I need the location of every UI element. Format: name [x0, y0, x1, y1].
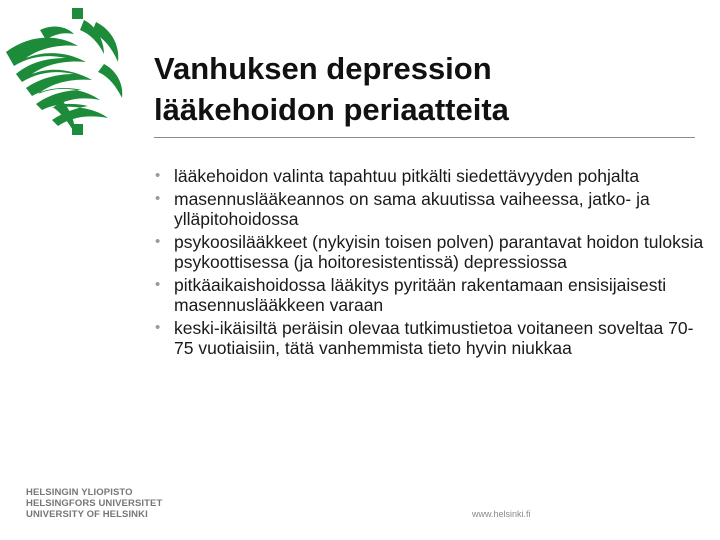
university-name-sv: HELSINGFORS UNIVERSITET	[26, 498, 163, 509]
slide-title	[154, 48, 694, 130]
bullet-item	[150, 232, 705, 272]
bullet-item	[150, 275, 705, 315]
bullet-item	[150, 318, 705, 358]
university-name-en: UNIVERSITY OF HELSINKI	[26, 509, 148, 520]
bullet-dot-icon: •	[155, 233, 161, 250]
bullet-text: masennuslääkeannos on sama akuutissa vaiheessa, jatko- ja ylläpitohoidossa	[174, 189, 650, 229]
flame-of-learning-icon	[0, 0, 148, 148]
bullet-text: psykoosilääkkeet (nykyisin toisen polven) parantavat hoidon tuloksia psykoottisessa (ja hoitoresistentissä) depressiossa	[174, 232, 704, 272]
bullet-dot-icon: •	[155, 167, 161, 184]
slide-title-line-2: lääkehoidon periaatteita	[154, 92, 509, 127]
bullet-list	[150, 166, 705, 361]
bullet-text: pitkäaikaishoidossa lääkitys pyritään rakentamaan ensisijaisesti masennuslääkkeen varaan	[174, 275, 667, 315]
bullet-text: keski-ikäisiltä peräisin olevaa tutkimustietoa voitaneen soveltaa 70-75 vuotiaisiin, tätä vanhemmista tieto hyvin niukkaa	[174, 318, 694, 358]
bullet-dot-icon: •	[155, 276, 161, 293]
title-divider	[154, 137, 695, 138]
university-name-fi: HELSINGIN YLIOPISTO	[26, 487, 133, 498]
bullet-item	[150, 166, 705, 186]
slide-title-line-1: Vanhuksen depression	[154, 51, 492, 86]
bullet-dot-icon: •	[155, 319, 161, 336]
bullet-text: lääkehoidon valinta tapahtuu pitkälti siedettävyyden pohjalta	[174, 166, 640, 186]
footer-url: www.helsinki.fi	[472, 509, 531, 519]
bullet-dot-icon: •	[155, 190, 161, 207]
bullet-item	[150, 189, 705, 229]
university-name	[26, 487, 162, 520]
